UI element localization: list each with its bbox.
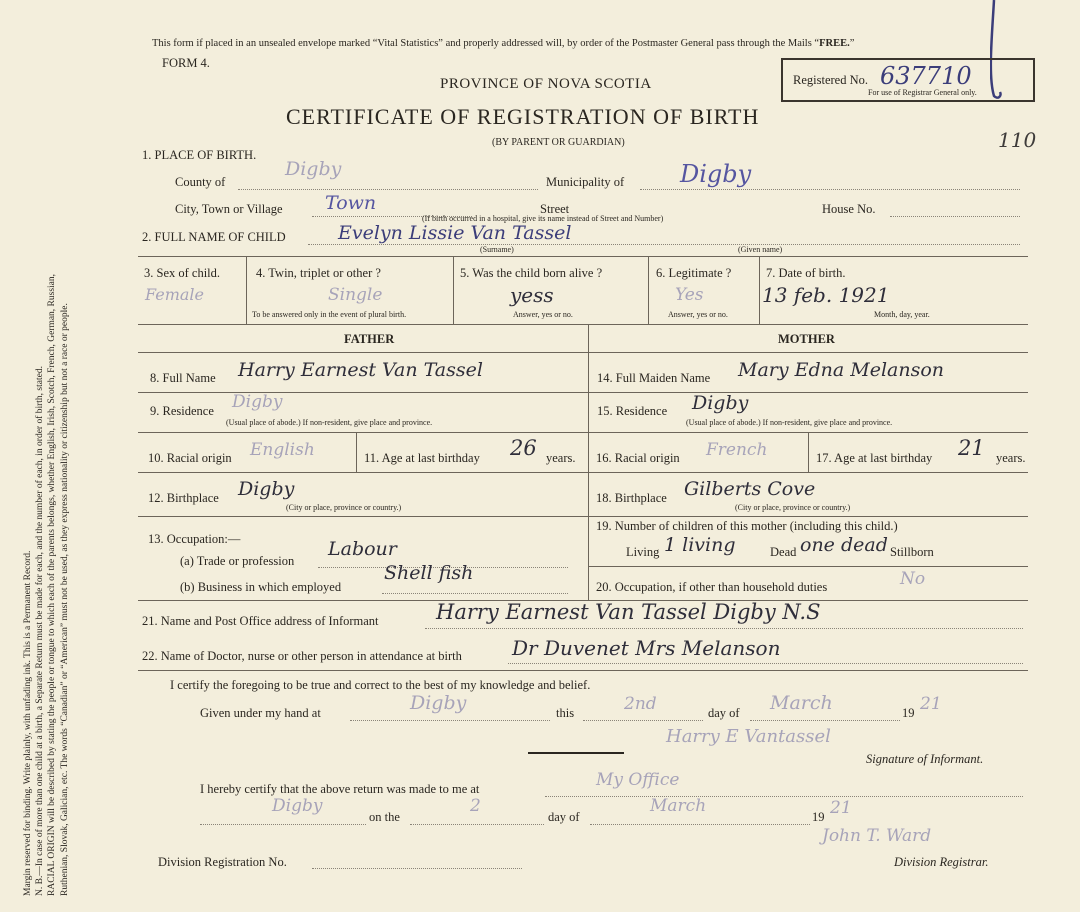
this-label: this bbox=[556, 706, 575, 720]
given-place: Digby bbox=[410, 692, 467, 714]
mother-birthplace-label: 18. Birthplace bbox=[596, 491, 667, 505]
signature-label: Signature of Informant. bbox=[866, 752, 984, 766]
certify-text: I certify the foregoing to be true and correct to the best of my knowledge and belief. bbox=[170, 678, 591, 692]
margin-note-1: Margin reserved for binding. Write plainly, with unfading ink. This is a Permanent Record. bbox=[23, 550, 33, 896]
father-residence-label: 9. Residence bbox=[150, 404, 214, 418]
house-label: House No. bbox=[822, 202, 876, 216]
given-name-note: (Given name) bbox=[738, 245, 783, 254]
year-suffix: 21 bbox=[920, 694, 942, 714]
child-name-value: Evelyn Lissie Van Tassel bbox=[338, 222, 572, 244]
mother-racial-value: French bbox=[706, 440, 768, 460]
registrar-place: My Office bbox=[596, 770, 680, 790]
father-birthplace-note: (City or place, province or country.) bbox=[286, 503, 402, 512]
twin-value: Single bbox=[328, 285, 383, 305]
mother-heading: MOTHER bbox=[778, 332, 835, 346]
mother-racial-label: 16. Racial origin bbox=[596, 451, 680, 465]
children-label: 19. Number of children of this mother (including this child.) bbox=[596, 519, 898, 533]
mother-birthplace-note: (City or place, province or country.) bbox=[735, 503, 851, 512]
county-value: Digby bbox=[285, 158, 342, 180]
division-label: Division Registration No. bbox=[158, 855, 287, 869]
margin-note-3: RACIAL ORIGIN will be described by stating the people or tongue to which each of the parents belongs, whether English, Irish, Scotch, French, German, Russian, bbox=[47, 273, 58, 896]
reg-day: 2 bbox=[470, 796, 481, 816]
mother-name-value: Mary Edna Melanson bbox=[738, 359, 945, 381]
city-value: Town bbox=[325, 192, 377, 214]
reg-year-suffix: 21 bbox=[830, 798, 852, 818]
father-birthplace-label: 12. Birthplace bbox=[148, 491, 219, 505]
year-prefix: 19 bbox=[902, 706, 915, 720]
trade-label: (a) Trade or profession bbox=[180, 554, 295, 568]
registrar-label: Division Registrar. bbox=[894, 855, 989, 869]
sex-value: Female bbox=[145, 285, 204, 304]
father-name-label: 8. Full Name bbox=[150, 371, 216, 385]
margin-note-2: N. B.—In case of more than one child at a birth, a Separate Return must be made for each, and the number of each, in order of birth, stated. bbox=[35, 366, 46, 896]
mother-birthplace-value: Gilberts Cove bbox=[684, 478, 816, 500]
postal-note-text: This form if placed in an unsealed envelope marked “Vital Statistics” and properly addressed will, by order of the Postmaster General pass through the Mails “ bbox=[152, 38, 820, 49]
mother-occupation-value: No bbox=[900, 569, 926, 589]
city-label: City, Town or Village bbox=[175, 202, 283, 216]
father-occupation-label: 13. Occupation:— bbox=[148, 532, 241, 546]
father-birthplace-value: Digby bbox=[238, 478, 295, 500]
mother-residence-value: Digby bbox=[692, 392, 749, 414]
father-residence-note: (Usual place of abode.) If non-resident, give place and province. bbox=[226, 418, 433, 427]
mother-name-label: 14. Full Maiden Name bbox=[597, 371, 711, 385]
registrar-signature: John T. Ward bbox=[822, 826, 932, 846]
registered-no-value: 637710 bbox=[880, 62, 972, 90]
province-heading: PROVINCE OF NOVA SCOTIA bbox=[440, 76, 652, 92]
father-racial-label: 10. Racial origin bbox=[148, 451, 232, 465]
margin-instructions bbox=[22, 6, 142, 896]
father-age-value: 26 bbox=[510, 436, 537, 460]
mother-age-value: 21 bbox=[958, 436, 985, 460]
twin-note: To be answered only in the event of plural birth. bbox=[252, 310, 407, 319]
alive-value: yess bbox=[510, 283, 554, 307]
father-heading: FATHER bbox=[344, 332, 395, 346]
form-number: FORM 4. bbox=[162, 56, 210, 70]
place-of-birth-heading: 1. PLACE OF BIRTH. bbox=[142, 148, 257, 162]
father-age-label: 11. Age at last birthday bbox=[364, 451, 480, 465]
mother-residence-note: (Usual place of abode.) If non-resident, give place and province. bbox=[686, 418, 893, 427]
certificate-subtitle: (BY PARENT OR GUARDIAN) bbox=[492, 137, 625, 148]
postal-note-free: FREE. bbox=[819, 38, 850, 49]
corner-mark: 110 bbox=[998, 128, 1037, 152]
mother-occupation-label: 20. Occupation, if other than household duties bbox=[596, 580, 828, 594]
child-name-label: 2. FULL NAME OF CHILD bbox=[142, 230, 286, 244]
business-label: (b) Business in which employed bbox=[180, 580, 342, 594]
reg-day-of-label: day of bbox=[548, 810, 580, 824]
registrar-place-2: Digby bbox=[272, 796, 323, 816]
day-of-label: day of bbox=[708, 706, 740, 720]
legitimate-value: Yes bbox=[675, 285, 704, 305]
on-the-label: on the bbox=[369, 810, 400, 824]
mother-age-label: 17. Age at last birthday bbox=[816, 451, 933, 465]
informant-value: Harry Earnest Van Tassel Digby N.S bbox=[436, 600, 821, 624]
given-month: March bbox=[770, 692, 833, 714]
dead-label: Dead bbox=[770, 545, 797, 559]
postal-note-close: ” bbox=[849, 38, 855, 49]
postal-note bbox=[152, 38, 854, 49]
father-name-value: Harry Earnest Van Tassel bbox=[238, 359, 483, 381]
margin-note-4: Ruthenian, Slovak, Galician, etc. The words “Canadian” or “American” must not be used, as they express nationality or citizenship but not a race or people. bbox=[59, 303, 70, 896]
registered-no-label: Registered No. bbox=[793, 73, 868, 87]
informant-label: 21. Name and Post Office address of Informant bbox=[142, 614, 379, 628]
county-label: County of bbox=[175, 175, 226, 189]
stillborn-label: Stillborn bbox=[890, 545, 934, 559]
informant-signature: Harry E Vantassel bbox=[666, 726, 831, 747]
reg-year-prefix: 19 bbox=[812, 810, 825, 824]
alive-label: 5. Was the child born alive ? bbox=[460, 266, 603, 280]
twin-label: 4. Twin, triplet or other ? bbox=[256, 266, 381, 280]
municipality-label: Municipality of bbox=[546, 175, 625, 189]
dob-label: 7. Date of birth. bbox=[766, 266, 846, 280]
trade-value: Labour bbox=[328, 538, 397, 560]
father-residence-value: Digby bbox=[232, 392, 283, 412]
legitimate-label: 6. Legitimate ? bbox=[656, 266, 732, 280]
given-label: Given under my hand at bbox=[200, 706, 321, 720]
living-label: Living bbox=[626, 545, 660, 559]
doctor-label: 22. Name of Doctor, nurse or other person in attendance at birth bbox=[142, 649, 462, 663]
sex-label: 3. Sex of child. bbox=[144, 266, 221, 280]
father-racial-value: English bbox=[250, 440, 315, 460]
mother-years-label: years. bbox=[996, 451, 1026, 465]
dob-value: 13 feb. 1921 bbox=[762, 283, 890, 307]
mother-residence-label: 15. Residence bbox=[597, 404, 668, 418]
street-label: Street bbox=[540, 202, 570, 216]
municipality-value: Digby bbox=[680, 160, 752, 188]
registrar-text: I hereby certify that the above return was made to me at bbox=[200, 782, 480, 796]
legitimate-note: Answer, yes or no. bbox=[668, 310, 728, 319]
registrar-note: For use of Registrar General only. bbox=[868, 88, 977, 97]
business-value: Shell fish bbox=[384, 562, 474, 584]
father-years-label: years. bbox=[546, 451, 576, 465]
reg-month: March bbox=[650, 796, 707, 816]
dob-note: Month, day, year. bbox=[874, 310, 930, 319]
given-day: 2nd bbox=[624, 694, 657, 714]
dead-value: one dead bbox=[800, 534, 888, 556]
alive-note: Answer, yes or no. bbox=[513, 310, 573, 319]
certificate-title: CERTIFICATE OF REGISTRATION OF BIRTH bbox=[286, 104, 760, 129]
living-value: 1 living bbox=[664, 534, 736, 556]
hospital-note: (If birth occurred in a hospital, give its name instead of Street and Number) bbox=[422, 214, 664, 223]
surname-note: (Surname) bbox=[480, 245, 514, 254]
doctor-value: Dr Duvenet Mrs Melanson bbox=[512, 636, 781, 660]
